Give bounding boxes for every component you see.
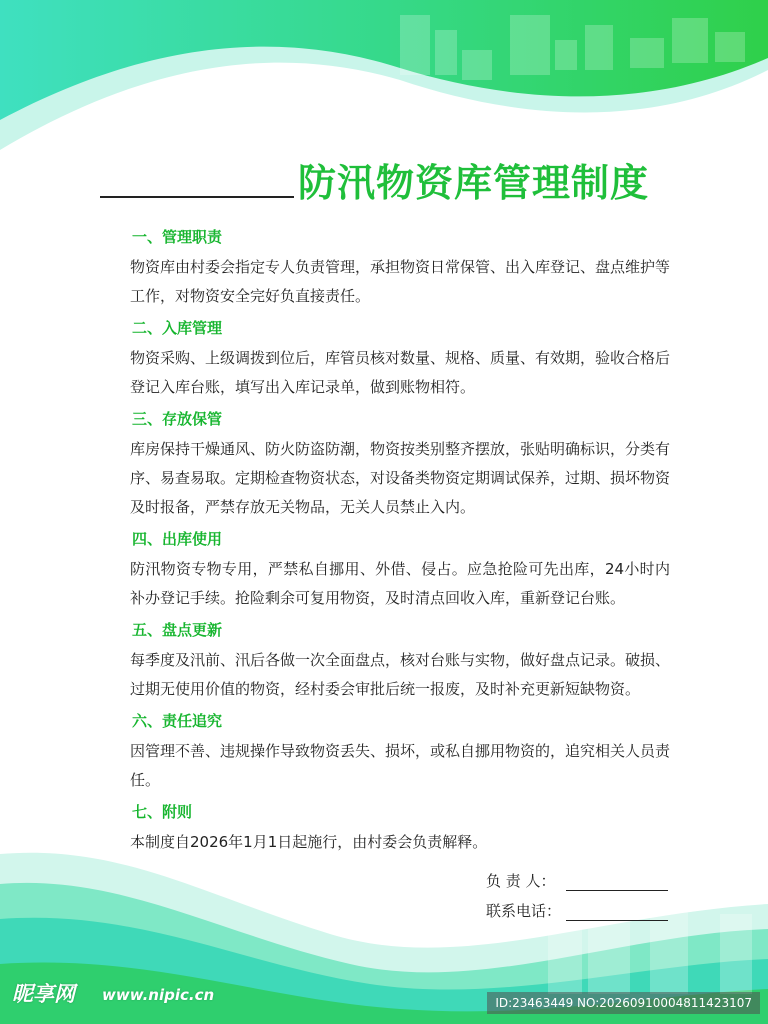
section-warehousing <box>100 317 670 402</box>
section-supplementary <box>100 801 670 857</box>
signature-block <box>486 863 686 923</box>
section-heading: 一、管理职责 <box>132 228 223 246</box>
section-heading: 二、入库管理 <box>132 319 223 337</box>
top-wave-decoration <box>0 0 768 170</box>
section-text: 库房保持干燥通风、防火防盗防潮，物资按类别整齐摆放，张贴明确标识，分类有序、易查易取。定期检查物资状态，对设备类物资定期调试保养，过期、损坏物资及时报备，严禁存放无关物品，无关人员禁止入内。 <box>130 440 671 516</box>
contact-phone-label: 联系电话： <box>486 902 562 920</box>
section-heading: 七、附则 <box>132 803 193 821</box>
section-inventory-update <box>100 619 670 704</box>
section-text: 每季度及汛前、汛后各做一次全面盘点，核对台账与实物，做好盘点记录。破损、过期无使用价值的物资，经村委会审批后统一报废，及时补充更新短缺物资。 <box>130 651 671 698</box>
section-management-duty <box>100 226 670 311</box>
title-row <box>100 150 680 210</box>
responsible-person-label: 负 责 人： <box>486 872 556 890</box>
section-heading: 三、存放保管 <box>132 410 223 428</box>
section-heading: 四、出库使用 <box>132 530 223 548</box>
regulation-body <box>100 226 670 863</box>
section-text: 物资采购、上级调拨到位后，库管员核对数量、规格、质量、有效期，验收合格后登记入库台账，填写出入库记录单，做到账物相符。 <box>130 349 671 396</box>
section-heading: 六、责任追究 <box>132 712 223 730</box>
watermark-id-badge: ID:23463449 NO:20260910004811423107 <box>487 992 760 1014</box>
responsible-person-row <box>486 863 686 891</box>
contact-phone-row <box>486 893 686 921</box>
section-text: 本制度自2026年1月1日起施行，由村委会负责解释。 <box>130 833 488 851</box>
title-fill-in-line <box>100 196 294 198</box>
section-outbound-use <box>100 528 670 613</box>
section-text: 因管理不善、违规操作导致物资丢失、损坏，或私自挪用物资的，追究相关人员责任。 <box>130 742 671 789</box>
document-title: 防汛物资库管理制度 <box>298 161 650 205</box>
responsible-person-blank <box>566 872 668 891</box>
watermark-url: www.nipic.cn <box>102 986 215 1004</box>
section-text: 物资库由村委会指定专人负责管理，承担物资日常保管、出入库登记、盘点维护等工作，对物资安全完好负直接责任。 <box>130 258 671 305</box>
section-text: 防汛物资专物专用，严禁私自挪用、外借、侵占。应急抢险可先出库，24小时内补办登记手续。抢险剩余可复用物资，及时清点回收入库，重新登记台账。 <box>130 560 670 607</box>
contact-phone-blank <box>566 902 668 921</box>
watermark-logo: 昵享网 <box>12 982 75 1006</box>
section-storage <box>100 408 670 522</box>
section-heading: 五、盘点更新 <box>132 621 223 639</box>
section-accountability <box>100 710 670 795</box>
